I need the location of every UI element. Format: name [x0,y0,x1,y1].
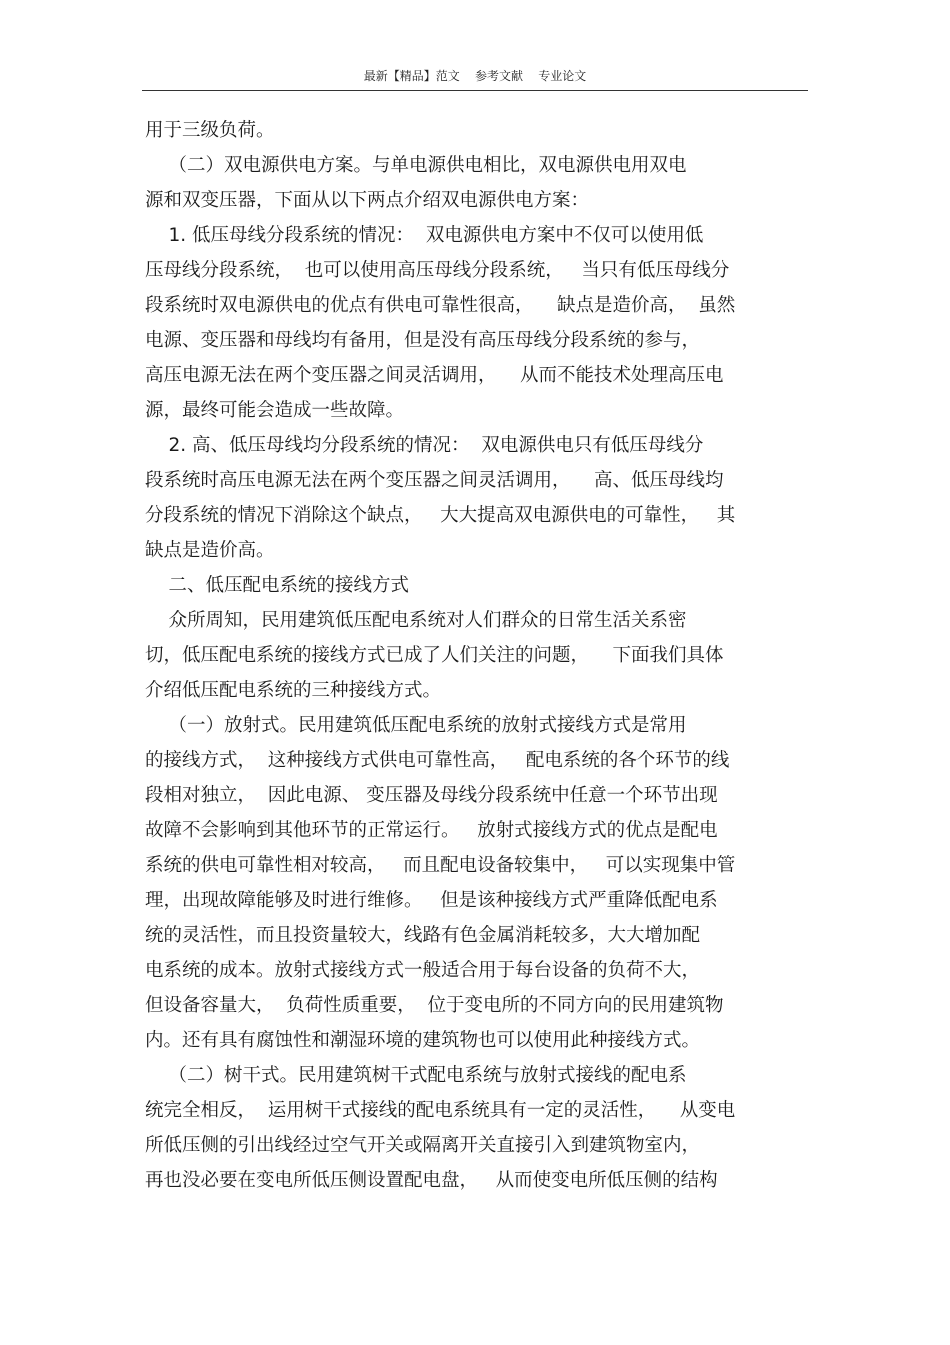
text-line: 故障不会影响到其他环节的正常运行。 放射式接线方式的优点是配电 [145,820,718,841]
text-line: 压母线分段系统， 也可以使用高压母线分段系统， 当只有低压母线分 [145,260,730,281]
text-line: 高压电源无法在两个变压器之间灵活调用， 从而不能技术处理高压电 [145,365,724,386]
text-line: 源，最终可能会造成一些故障。 [145,400,405,421]
text-line: 的接线方式， 这种接线方式供电可靠性高， 配电系统的各个环节的线 [145,750,730,771]
text-line: 电系统的成本。放射式接线方式一般适合用于每台设备的负荷不大， [145,960,701,981]
text-line: （二）双电源供电方案。与单电源供电相比，双电源供电用双电 [145,155,687,176]
text-line: 统完全相反， 运用树干式接线的配电系统具有一定的灵活性， 从变电 [145,1100,736,1121]
text-line: （二）树干式。民用建筑树干式配电系统与放射式接线的配电系 [145,1065,687,1086]
text-line: 统的灵活性，而且投资量较大，线路有色金属消耗较多，大大增加配 [145,925,701,946]
text-line: 1. 低压母线分段系统的情况： 双电源供电方案中不仅可以使用低 [145,225,704,246]
page-header: 最新【精品】范文 参考文献 专业论文 [363,69,587,83]
text-line: 段系统时双电源供电的优点有供电可靠性很高， 缺点是造价高， 虽然 [145,295,736,316]
section-heading: 二、低压配电系统的接线方式 [145,575,410,596]
text-line: 源和双变压器，下面从以下两点介绍双电源供电方案： [145,190,590,211]
text-line: 众所周知，民用建筑低压配电系统对人们群众的日常生活关系密 [145,610,687,631]
text-line: 系统的供电可靠性相对较高， 而且配电设备较集中， 可以实现集中管 [145,855,736,876]
text-line: 但设备容量大， 负荷性质重要， 位于变电所的不同方向的民用建筑物 [145,995,724,1016]
text-line: 2. 高、低压母线均分段系统的情况： 双电源供电只有低压母线分 [145,435,704,456]
text-line: （一）放射式。民用建筑低压配电系统的放射式接线方式是常用 [145,715,687,736]
text-line: 用于三级负荷。 [145,120,275,141]
text-line: 再也没必要在变电所低压侧设置配电盘， 从而使变电所低压侧的结构 [145,1170,718,1191]
text-line: 缺点是造价高。 [145,540,275,561]
header-divider [142,90,808,91]
text-line: 介绍低压配电系统的三种接线方式。 [145,680,442,701]
text-line: 理，出现故障能够及时进行维修。 但是该种接线方式严重降低配电系 [145,890,718,911]
text-line: 切，低压配电系统的接线方式已成了人们关注的问题， 下面我们具体 [145,645,724,666]
text-line: 电源、变压器和母线均有备用，但是没有高压母线分段系统的参与， [145,330,701,351]
text-line: 分段系统的情况下消除这个缺点， 大大提高双电源供电的可靠性， 其 [145,505,736,526]
text-line: 段相对独立， 因此电源、 变压器及母线分段系统中任意一个环节出现 [145,785,718,806]
document-body [145,113,811,1198]
text-line: 段系统时高压电源无法在两个变压器之间灵活调用， 高、低压母线均 [145,470,724,491]
text-line: 所低压侧的引出线经过空气开关或隔离开关直接引入到建筑物室内， [145,1135,701,1156]
text-line: 内。还有具有腐蚀性和潮湿环境的建筑物也可以使用此种接线方式。 [145,1030,701,1051]
